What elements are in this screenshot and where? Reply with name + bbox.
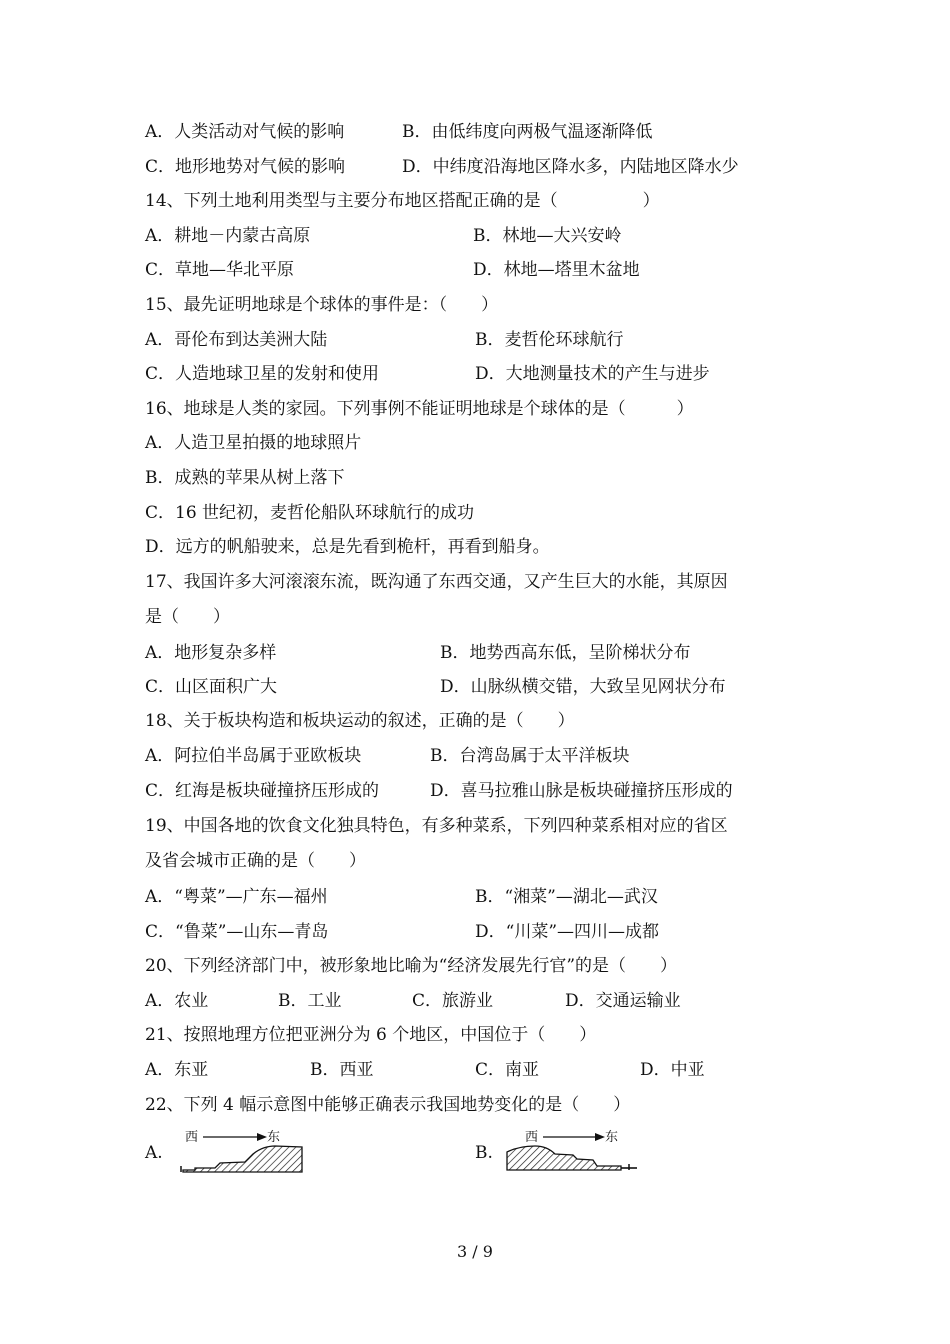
q18-option-d: D．喜马拉雅山脉是板块碰撞挤压形成的: [430, 781, 733, 801]
q16-option-c: C．16 世纪初，麦哲伦船队环球航行的成功: [145, 503, 475, 523]
q14-stem: 14、下列土地利用类型与主要分布地区搭配正确的是（ ）: [145, 191, 660, 211]
q13-option-d: D．中纬度沿海地区降水多，内陆地区降水少: [402, 157, 739, 177]
q15-option-a: A．哥伦布到达美洲大陆: [145, 330, 328, 350]
q18-option-c: C．红海是板块碰撞挤压形成的: [145, 781, 380, 801]
q21-option-b: B．西亚: [310, 1060, 374, 1080]
q16-stem: 16、地球是人类的家园。下列事例不能证明地球是个球体的是（ ）: [145, 399, 694, 419]
q20-stem: 20、下列经济部门中，被形象地比喻为“经济发展先行官”的是（ ）: [145, 956, 678, 976]
q13-option-b: B．由低纬度向两极气温逐渐降低: [402, 122, 653, 142]
q14-option-c: C．草地—华北平原: [145, 260, 295, 280]
q17-option-c: C．山区面积广大: [145, 677, 278, 697]
q22-option-a-label: A.: [145, 1143, 163, 1163]
q22-a-arrowhead: [257, 1133, 267, 1141]
q21-stem: 21、按照地理方位把亚洲分为 6 个地区，中国位于（ ）: [145, 1025, 597, 1045]
q22-option-b-label: B.: [475, 1143, 493, 1163]
q22-b-terrain: [507, 1146, 621, 1170]
q16-option-b: B．成熟的苹果从树上落下: [145, 468, 345, 488]
q22-stem: 22、下列 4 幅示意图中能够正确表示我国地势变化的是（ ）: [145, 1095, 631, 1115]
q19-option-d: D．“川菜”—四川—成都: [475, 922, 660, 942]
q21-option-c: C．南亚: [475, 1060, 540, 1080]
q22-figure-b: [505, 1124, 645, 1174]
q16-option-d: D．远方的帆船驶来，总是先看到桅杆，再看到船身。: [145, 537, 550, 557]
q16-option-a: A．人造卫星拍摄的地球照片: [145, 433, 362, 453]
q19-stem-line2: 及省会城市正确的是（ ）: [145, 851, 366, 871]
q14-option-a: A．耕地－内蒙古高原: [145, 226, 311, 246]
q22-a-east-label: 东: [267, 1130, 281, 1145]
q17-stem-line2: 是（ ）: [145, 607, 230, 627]
q15-option-b: B．麦哲伦环球航行: [475, 330, 624, 350]
q20-option-d: D．交通运输业: [565, 991, 681, 1011]
q21-option-a: A．东亚: [145, 1060, 209, 1080]
q15-option-d: D．大地测量技术的产生与进步: [475, 364, 710, 384]
q22-a-terrain: [183, 1146, 302, 1172]
q14-option-d: D．林地—塔里木盆地: [473, 260, 640, 280]
q21-option-d: D．中亚: [640, 1060, 705, 1080]
q19-option-a: A．“粤菜”—广东—福州: [145, 887, 328, 907]
q15-option-c: C．人造地球卫星的发射和使用: [145, 364, 380, 384]
q17-option-a: A．地形复杂多样: [145, 643, 277, 663]
q22-b-east-label: 东: [605, 1130, 619, 1145]
q22-figure-a: [175, 1126, 310, 1176]
q17-option-d: D．山脉纵横交错，大致呈见网状分布: [440, 677, 726, 697]
q13-option-c: C．地形地势对气候的影响: [145, 157, 346, 177]
page-number: 3 / 9: [457, 1242, 493, 1261]
q22-b-west-label: 西: [525, 1130, 539, 1145]
q20-option-a: A．农业: [145, 991, 209, 1011]
q22-a-west-label: 西: [185, 1130, 199, 1145]
q15-stem: 15、最先证明地球是个球体的事件是：（ ）: [145, 295, 499, 315]
q19-option-b: B．“湘菜”—湖北—武汉: [475, 887, 658, 907]
q19-stem-line1: 19、中国各地的饮食文化独具特色，有多种菜系，下列四种菜系相对应的省区: [145, 816, 728, 836]
q20-option-b: B．工业: [278, 991, 342, 1011]
q22-b-arrowhead: [595, 1133, 605, 1141]
q17-option-b: B．地势西高东低，呈阶梯状分布: [440, 643, 691, 663]
q18-option-b: B．台湾岛属于太平洋板块: [430, 746, 630, 766]
q17-stem-line1: 17、我国许多大河滚滚东流，既沟通了东西交通，又产生巨大的水能，其原因: [145, 572, 728, 592]
q19-option-c: C．“鲁菜”—山东—青岛: [145, 922, 329, 942]
q18-stem: 18、关于板块构造和板块运动的叙述，正确的是（ ）: [145, 711, 575, 731]
q14-option-b: B．林地—大兴安岭: [473, 226, 622, 246]
q20-option-c: C．旅游业: [412, 991, 494, 1011]
q18-option-a: A．阿拉伯半岛属于亚欧板块: [145, 746, 362, 766]
q13-option-a: A．人类活动对气候的影响: [145, 122, 345, 142]
